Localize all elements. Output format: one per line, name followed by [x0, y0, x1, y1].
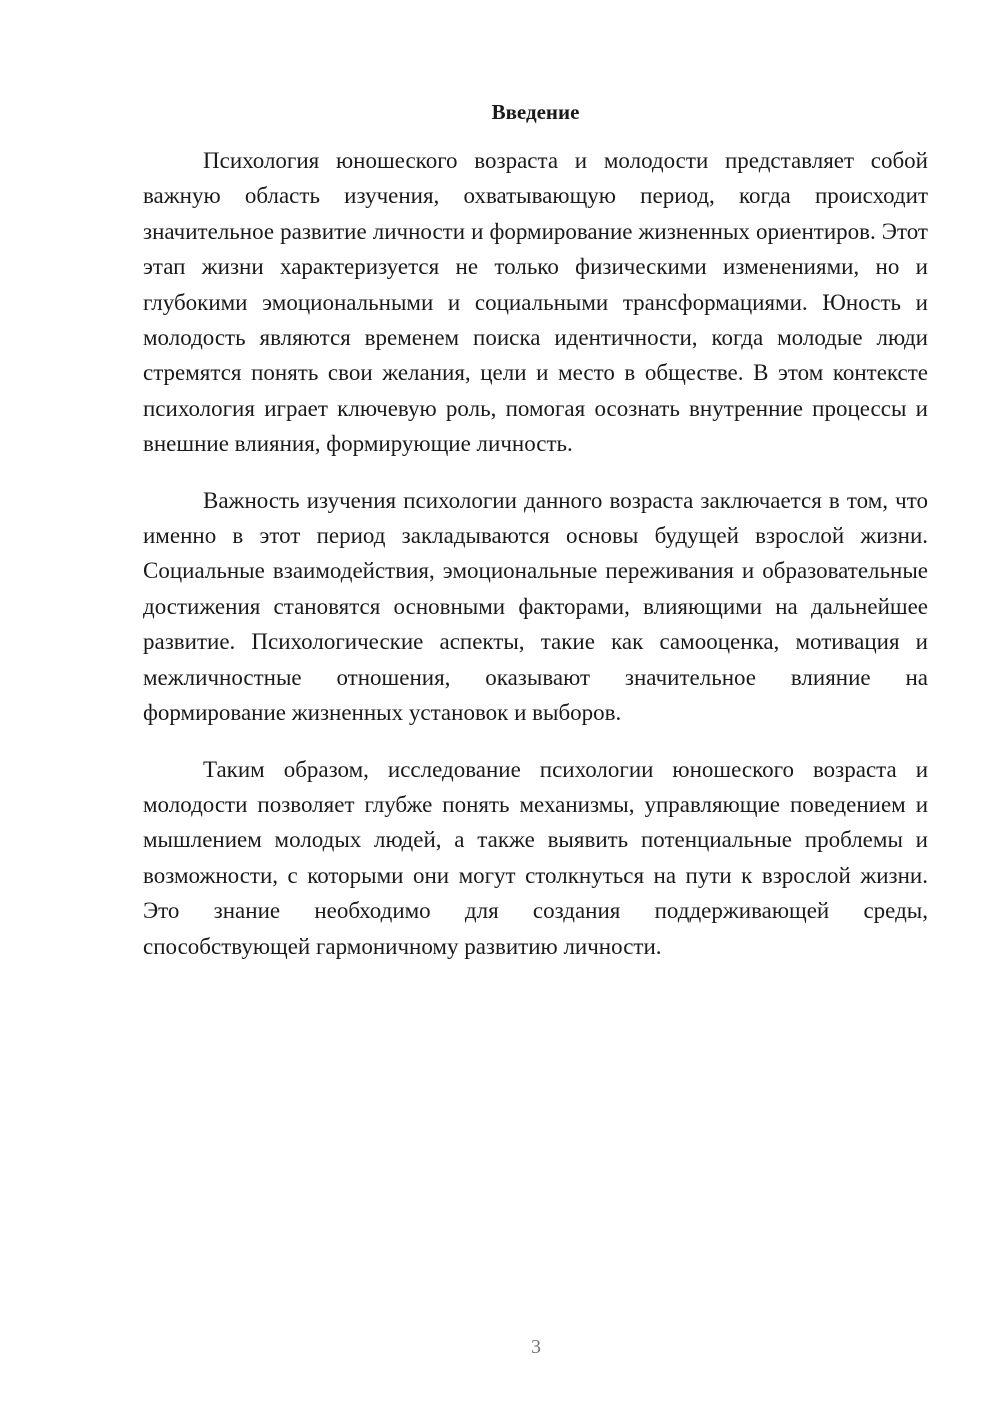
page-number: 3 [531, 1336, 541, 1358]
paragraph-2: Важность изучения психологии данного возраста заключается в том, что именно в этот период закладываются основы будущей взрослой жизни. Социальные взаимодействия, эмоциональные переживания и образовательные достижения становятся основными факторами, влияющими на дальнейшее развитие. Психологические аспекты, такие как самооценка, мотивация и межличностные отношения, оказывают значительное влияние на формирование жизненных установок и выборов. [143, 487, 928, 726]
paragraph-3: Таким образом, исследование психологии юношеского возраста и молодости позволяет глубже понять механизмы, управляющие поведением и мышлением молодых людей, а также выявить потенциальные проблемы и возможности, с которыми они могут столкнуться на пути к взрослой жизни. Это знание необходимо для создания поддерживающей среды, способствующей гармоничному развитию личности. [143, 756, 928, 959]
body-text [143, 143, 928, 985]
paragraph-1: Психология юношеского возраста и молодости представляет собой важную область изучения, охватывающую период, когда происходит значительное развитие личности и формирование жизненных ориентиров. Этот этап жизни характеризуется не только физическими изменениями, но и глубокими эмоциональными и социальными трансформациями. Юность и молодость являются временем поиска идентичности, когда молодые люди стремятся понять свои желания, цели и место в обществе. В этом контексте психология играет ключевую роль, помогая осознать внутренние процессы и внешние влияния, формирующие личность. [143, 148, 928, 457]
page-title: Введение [491, 100, 580, 124]
